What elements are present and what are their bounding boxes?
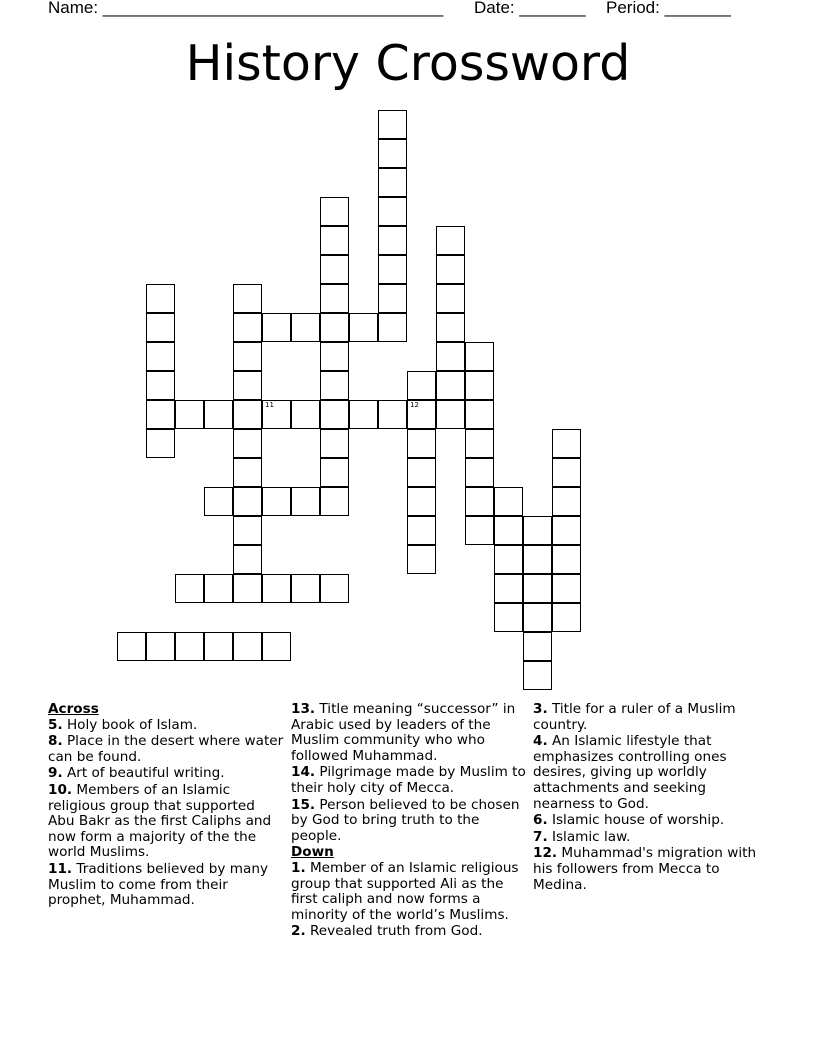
clue-across-9: 9. Art of beautiful writing. <box>48 765 225 782</box>
crossword-cell[interactable] <box>175 400 204 429</box>
crossword-cell[interactable] <box>436 400 465 429</box>
crossword-cell[interactable] <box>407 545 436 574</box>
crossword-cell[interactable] <box>320 313 349 342</box>
crossword-cell[interactable] <box>262 400 291 429</box>
crossword-cell[interactable] <box>146 342 175 371</box>
clue-down-12: 12. Muhammad's migration with his followers from Mecca to Medina. <box>533 845 757 893</box>
crossword-cell[interactable] <box>407 458 436 487</box>
crossword-cell[interactable] <box>233 313 262 342</box>
date-field[interactable]: Date: _______ <box>474 0 586 17</box>
crossword-cell[interactable] <box>233 371 262 400</box>
name-field[interactable]: Name: ____________________________________ <box>48 0 444 17</box>
crossword-cell[interactable] <box>146 632 175 661</box>
crossword-cell[interactable] <box>291 400 320 429</box>
crossword-cell[interactable] <box>378 400 407 429</box>
crossword-cell[interactable] <box>523 545 552 574</box>
crossword-cell[interactable] <box>233 632 262 661</box>
crossword-cell[interactable] <box>146 313 175 342</box>
crossword-cell[interactable] <box>552 429 581 458</box>
crossword-cell[interactable] <box>320 574 349 603</box>
clue-down-7: 7. Islamic law. <box>533 828 631 845</box>
crossword-cell[interactable] <box>465 458 494 487</box>
crossword-cell[interactable] <box>378 139 407 168</box>
crossword-cell[interactable] <box>233 574 262 603</box>
crossword-cell[interactable] <box>436 255 465 284</box>
crossword-cell[interactable] <box>436 284 465 313</box>
crossword-cell[interactable] <box>523 632 552 661</box>
crossword-cell[interactable] <box>378 226 407 255</box>
crossword-cell[interactable] <box>320 458 349 487</box>
clue-down-2: 2. Revealed truth from God. <box>291 923 483 940</box>
crossword-cell[interactable] <box>407 516 436 545</box>
crossword-cell[interactable] <box>146 429 175 458</box>
clue-down-3: 3. Title for a ruler of a Muslim country. <box>533 701 736 733</box>
clue-down-4: 4. An Islamic lifestyle that emphasizes controlling ones desires, giving up worldly attachments and seeking nearness to God. <box>533 733 727 812</box>
clue-down-6: 6. Islamic house of worship. <box>533 812 725 829</box>
crossword-cell[interactable] <box>320 197 349 226</box>
crossword-cell[interactable] <box>465 516 494 545</box>
clue-across-13: 13. Title meaning “successor” in Arabic used by leaders of the Muslim community who who followed Muhammad. <box>291 701 516 764</box>
crossword-cell[interactable] <box>291 313 320 342</box>
clue-column-2 <box>291 702 527 941</box>
crossword-cell[interactable] <box>262 632 291 661</box>
down-heading: Down <box>291 844 334 861</box>
crossword-cell[interactable] <box>204 574 233 603</box>
crossword-cell[interactable] <box>204 400 233 429</box>
crossword-cell[interactable] <box>378 197 407 226</box>
crossword-cell[interactable] <box>465 400 494 429</box>
crossword-cell[interactable] <box>465 487 494 516</box>
crossword-cell[interactable] <box>262 574 291 603</box>
crossword-cell[interactable] <box>552 574 581 603</box>
clue-across-10: 10. Members of an Islamic religious group that supported Abu Bakr as the first Caliphs and now form a majority of the the world Muslims. <box>48 781 272 861</box>
crossword-cell[interactable] <box>320 284 349 313</box>
clue-down-1: 1. Member of an Islamic religious group that supported Ali as the first caliph and now forms a minority of the world’s Muslims. <box>291 859 519 923</box>
crossword-cell[interactable] <box>320 255 349 284</box>
crossword-cell[interactable] <box>117 632 146 661</box>
crossword-cell[interactable] <box>320 429 349 458</box>
crossword-cell[interactable] <box>378 168 407 197</box>
crossword-cell[interactable] <box>552 487 581 516</box>
crossword-cell[interactable] <box>233 342 262 371</box>
crossword-cell[interactable] <box>378 110 407 139</box>
crossword-cell[interactable] <box>291 487 320 516</box>
crossword-cell[interactable] <box>146 400 175 429</box>
crossword-cell[interactable] <box>175 632 204 661</box>
crossword-cell[interactable] <box>436 342 465 371</box>
crossword-cell[interactable] <box>407 371 436 400</box>
across-heading: Across <box>48 701 99 717</box>
crossword-cell[interactable] <box>233 400 262 429</box>
crossword-cell[interactable] <box>436 313 465 342</box>
clue-across-15: 15. Person believed to be chosen by God to bring truth to the people. <box>291 796 520 844</box>
crossword-cell[interactable] <box>523 603 552 632</box>
crossword-cell[interactable] <box>233 487 262 516</box>
crossword-cell[interactable] <box>494 516 523 545</box>
clue-number: 11 <box>265 401 274 409</box>
crossword-cell[interactable] <box>204 632 233 661</box>
crossword-cell[interactable] <box>146 284 175 313</box>
crossword-cell[interactable] <box>494 487 523 516</box>
period-field[interactable]: Period: _______ <box>606 0 731 17</box>
crossword-cell[interactable] <box>175 574 204 603</box>
crossword-cell[interactable] <box>320 226 349 255</box>
crossword-cell[interactable] <box>494 603 523 632</box>
crossword-cell[interactable] <box>320 371 349 400</box>
clue-across-14: 14. Pilgrimage made by Muslim to their holy city of Mecca. <box>291 764 526 796</box>
crossword-cell[interactable] <box>262 487 291 516</box>
crossword-cell[interactable] <box>146 371 175 400</box>
clue-column-1 <box>48 702 284 910</box>
crossword-cell[interactable] <box>552 603 581 632</box>
crossword-cell[interactable] <box>552 458 581 487</box>
crossword-cell[interactable] <box>523 574 552 603</box>
crossword-cell[interactable] <box>262 313 291 342</box>
crossword-cell[interactable] <box>349 400 378 429</box>
crossword-cell[interactable] <box>407 487 436 516</box>
crossword-cell[interactable] <box>465 429 494 458</box>
clue-number: 12 <box>410 401 419 409</box>
crossword-cell[interactable] <box>552 516 581 545</box>
crossword-cell[interactable] <box>523 661 552 690</box>
clue-across-8: 8. Place in the desert where water can be found. <box>48 733 284 765</box>
crossword-cell[interactable] <box>378 255 407 284</box>
crossword-cell[interactable] <box>233 284 262 313</box>
page-title: History Crossword <box>185 35 631 92</box>
crossword-cell[interactable] <box>349 313 378 342</box>
crossword-cell[interactable] <box>233 458 262 487</box>
crossword-cell[interactable] <box>552 545 581 574</box>
crossword-cell[interactable] <box>204 487 233 516</box>
crossword-cell[interactable] <box>494 574 523 603</box>
clue-column-3 <box>533 702 769 894</box>
crossword-cell[interactable] <box>465 342 494 371</box>
crossword-cell[interactable] <box>436 226 465 255</box>
crossword-cell[interactable] <box>407 400 436 429</box>
crossword-cell[interactable] <box>320 487 349 516</box>
clue-across-5: 5. Holy book of Islam. <box>48 716 198 733</box>
crossword-cell[interactable] <box>523 516 552 545</box>
crossword-cell[interactable] <box>233 516 262 545</box>
crossword-cell[interactable] <box>407 429 436 458</box>
crossword-cell[interactable] <box>320 342 349 371</box>
crossword-cell[interactable] <box>494 545 523 574</box>
crossword-cell[interactable] <box>291 574 320 603</box>
crossword-cell[interactable] <box>233 545 262 574</box>
crossword-cell[interactable] <box>436 371 465 400</box>
crossword-cell[interactable] <box>465 371 494 400</box>
clue-across-11: 11. Traditions believed by many Muslim to come from their prophet, Muhammad. <box>48 860 268 909</box>
crossword-cell[interactable] <box>320 400 349 429</box>
crossword-cell[interactable] <box>378 284 407 313</box>
crossword-cell[interactable] <box>233 429 262 458</box>
crossword-cell[interactable] <box>378 313 407 342</box>
